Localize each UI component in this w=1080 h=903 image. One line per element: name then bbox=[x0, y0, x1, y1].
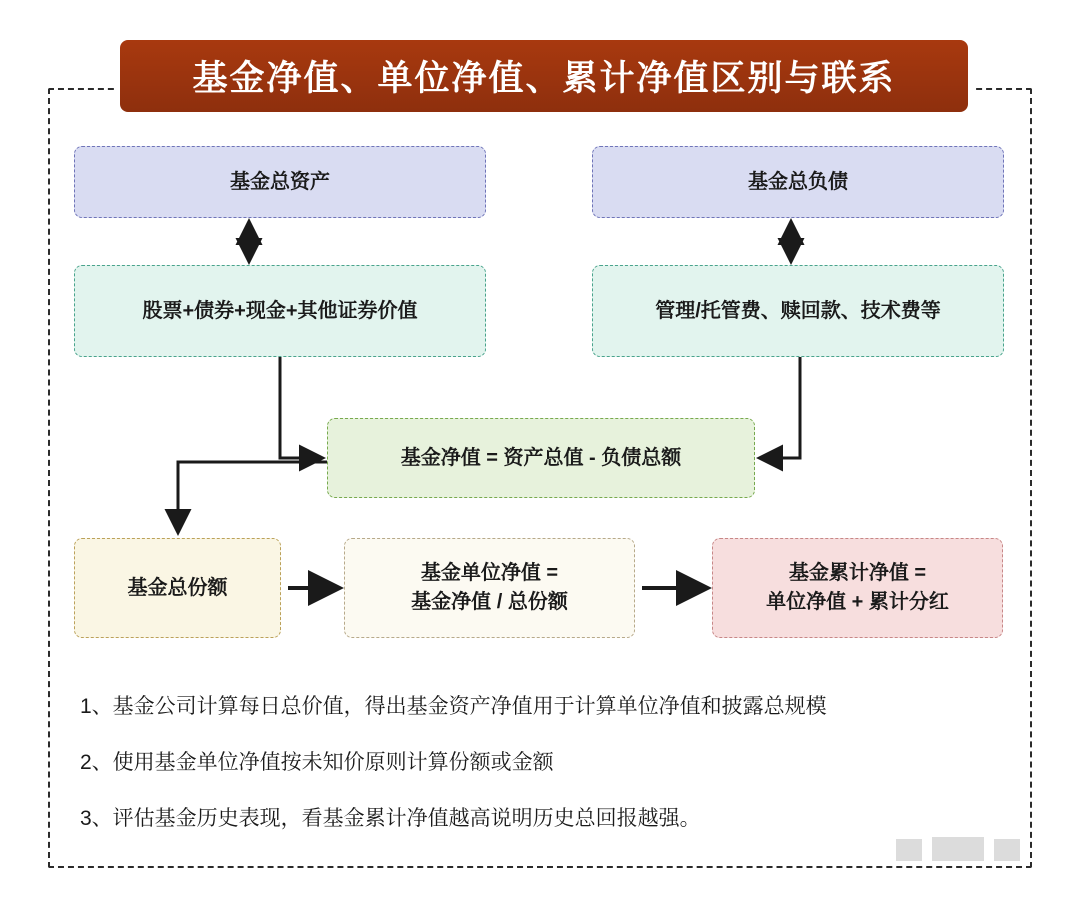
diagram-title-banner bbox=[120, 40, 968, 112]
node-fund-nav-formula bbox=[327, 418, 755, 498]
node-total-debt-label: 基金总负债 bbox=[748, 170, 848, 193]
watermark-block bbox=[932, 837, 984, 861]
node-assets-detail-label: 股票+债券+现金+其他证券价值 bbox=[142, 299, 418, 322]
node-total-debt bbox=[592, 146, 1004, 218]
page-title: 基金净值、单位净值、累计净值区别与联系 bbox=[192, 58, 896, 99]
notes-list bbox=[80, 690, 1000, 858]
watermark-block bbox=[994, 839, 1020, 861]
node-total-shares bbox=[74, 538, 281, 638]
node-unit-nav-line2: 基金净值 / 总份额 bbox=[411, 591, 568, 613]
node-cumulative-nav-line2: 单位净值 + 累计分红 bbox=[766, 591, 949, 613]
note-item: 1、基金公司计算每日总价值，得出基金资产净值用于计算单位净值和披露总规模 bbox=[80, 695, 827, 718]
node-debt-detail-label: 管理/托管费、赎回款、技术费等 bbox=[655, 299, 941, 322]
node-fund-nav-formula-label: 基金净值 = 资产总值 - 负债总额 bbox=[400, 446, 682, 469]
watermark-block bbox=[896, 839, 922, 861]
node-unit-nav bbox=[344, 538, 635, 638]
node-total-shares-label: 基金总份额 bbox=[127, 576, 228, 599]
note-item: 3、评估基金历史表现，看基金累计净值越高说明历史总回报越强。 bbox=[80, 807, 701, 830]
node-cumulative-nav bbox=[712, 538, 1003, 638]
node-debt-detail bbox=[592, 265, 1004, 357]
node-unit-nav-line1: 基金单位净值 = bbox=[420, 562, 559, 584]
note-item: 2、使用基金单位净值按未知价原则计算份额或金额 bbox=[80, 751, 554, 774]
node-assets-detail bbox=[74, 265, 486, 357]
node-cumulative-nav-line1: 基金累计净值 = bbox=[788, 562, 927, 584]
node-total-assets bbox=[74, 146, 486, 218]
watermark bbox=[896, 837, 1020, 861]
node-total-assets-label: 基金总资产 bbox=[230, 170, 330, 193]
